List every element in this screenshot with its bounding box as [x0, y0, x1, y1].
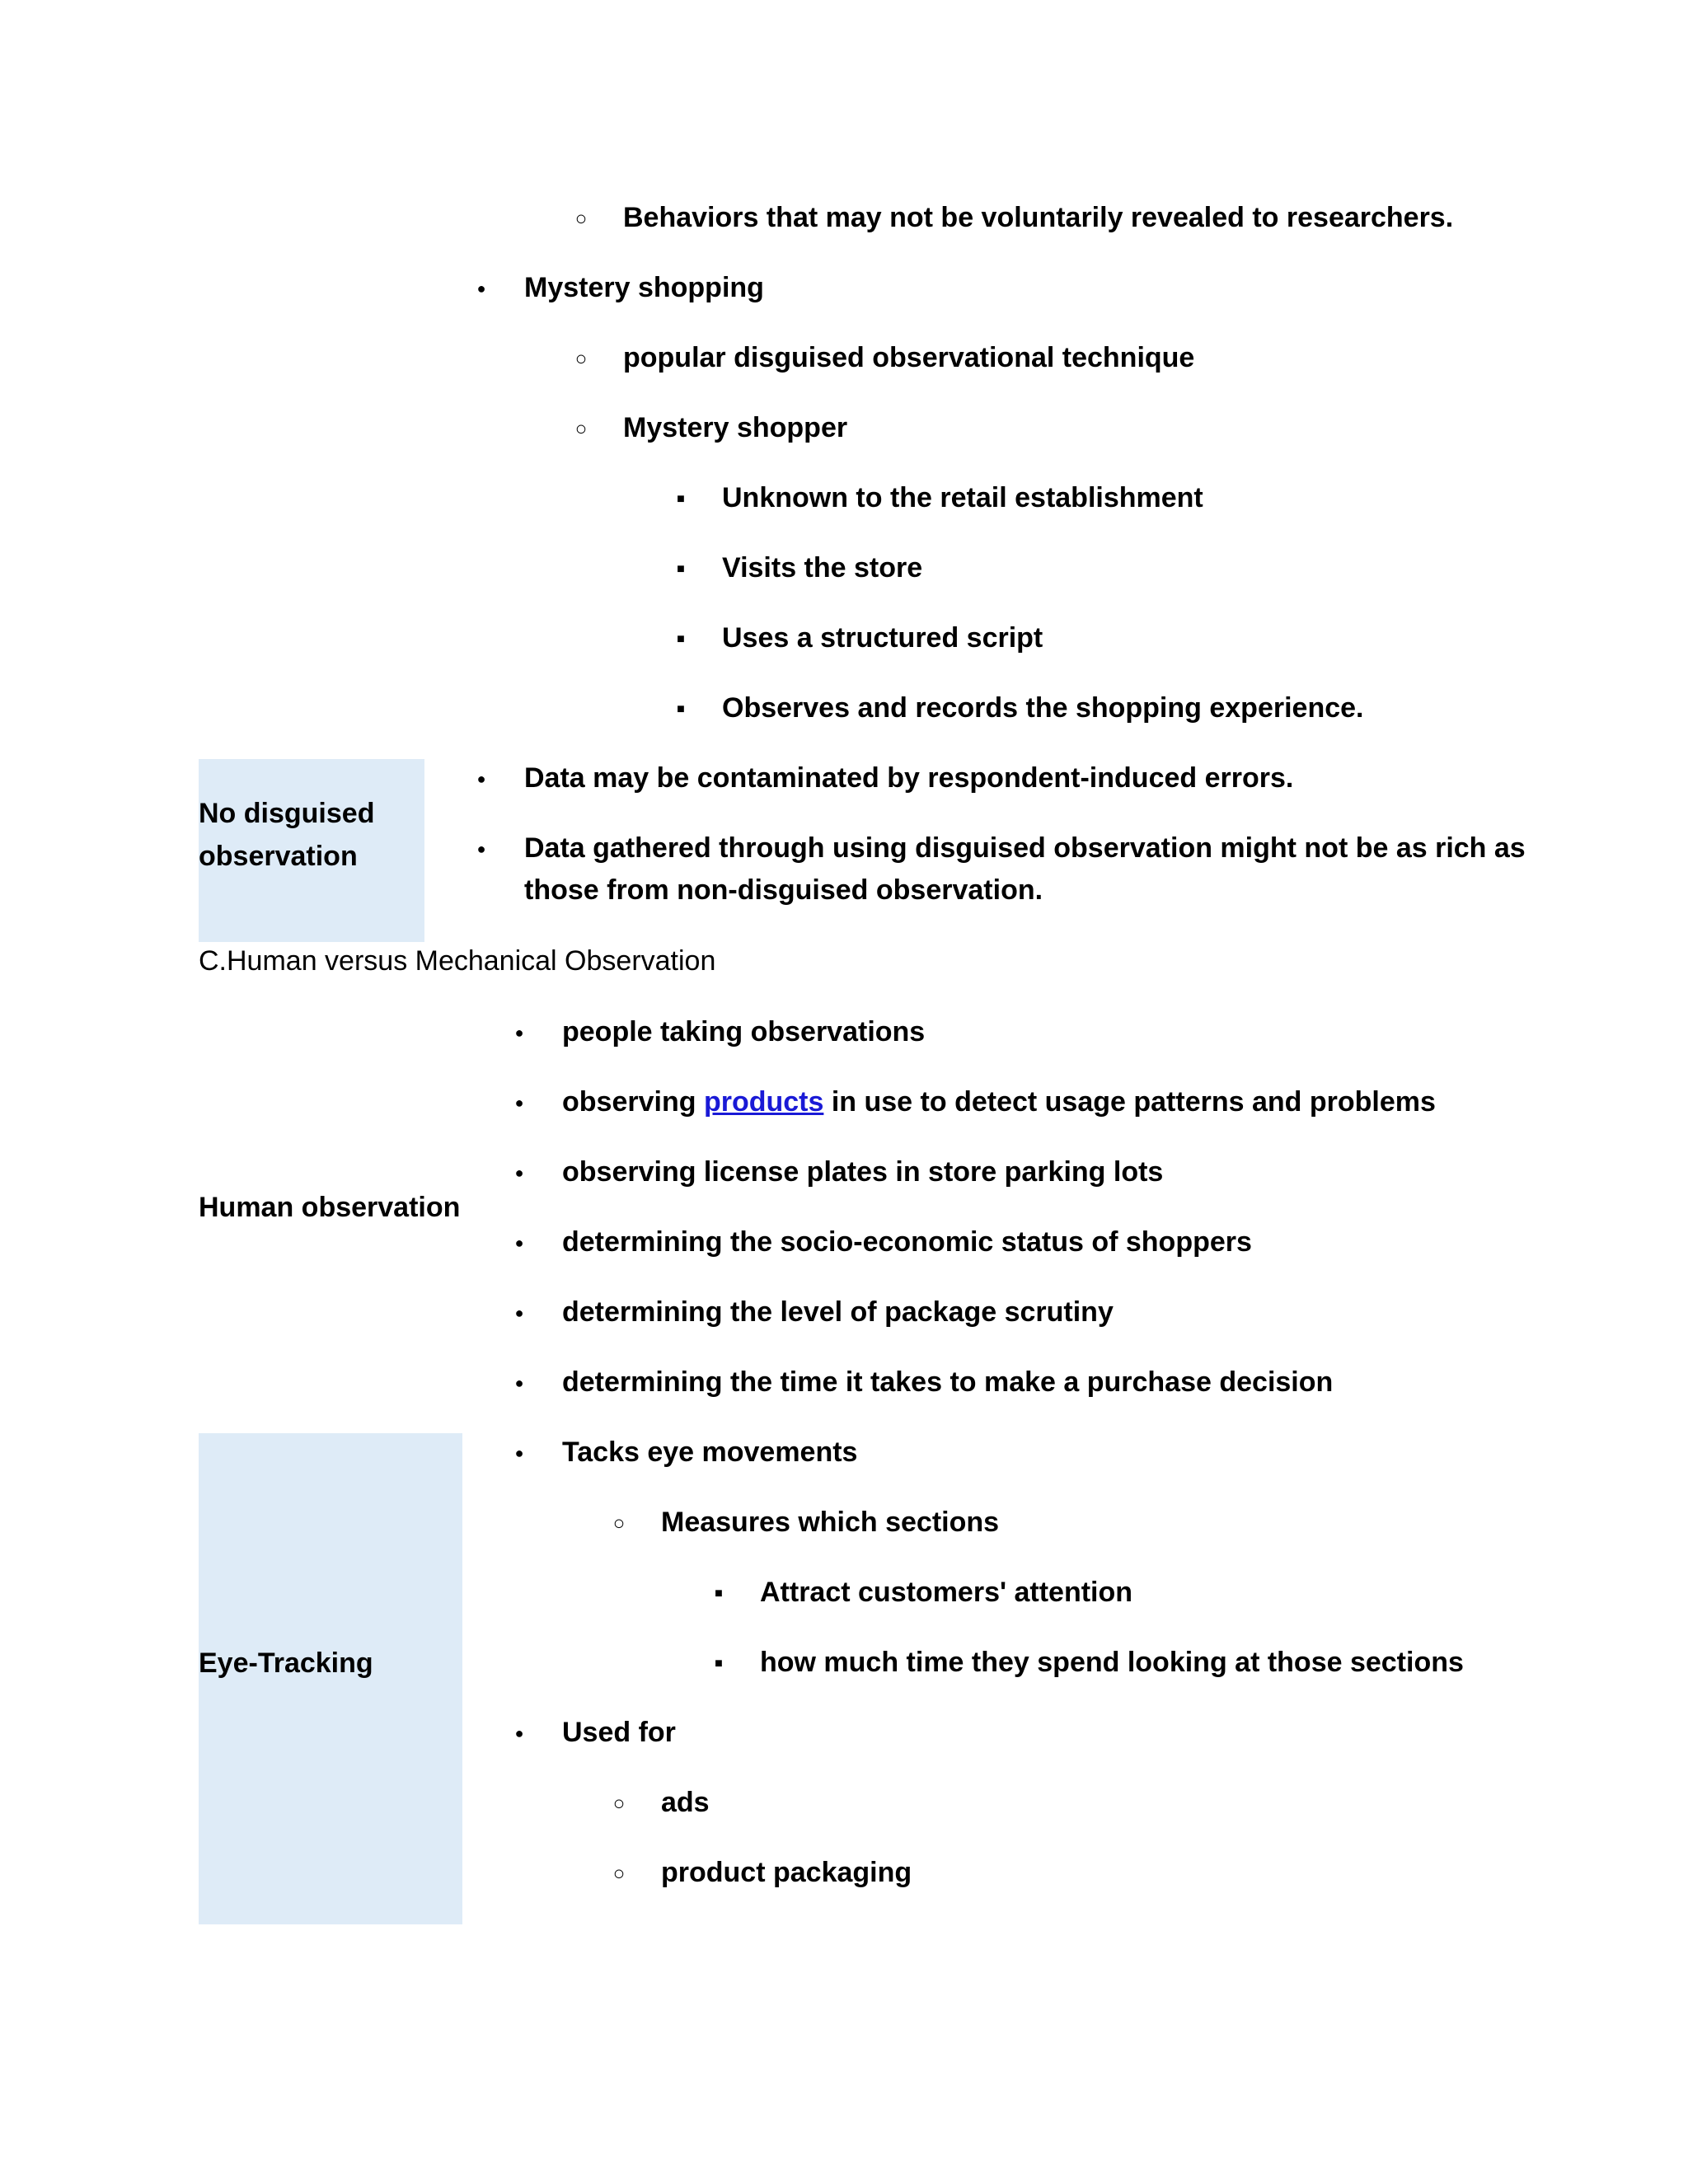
disc-bullet-icon	[465, 266, 498, 313]
circle-bullet-icon	[565, 336, 598, 382]
disc-bullet-icon	[503, 1361, 536, 1408]
disc-bullet-icon	[503, 1291, 536, 1338]
circle-bullet-icon	[603, 1851, 635, 1897]
no-disguised-label: No disguised observation	[199, 798, 375, 872]
circle-bullet-icon	[603, 1501, 635, 1547]
disc-bullet-icon	[503, 1221, 536, 1268]
disc-bullet-icon	[465, 757, 498, 804]
document-page: ○ Behaviors that may not be voluntarily revealed to researchers. ● Mystery shopping ○ popular disguised observational technique ○ Mystery shopper ■ Unknown to the retail establishment ■ Visits the store ■ Uses a structured script ■ Observes and records the shopping experience. No disguised observation ● Data may be contaminated by respondent-induced errors. ● Data gathered through using disguised observation might not be as rich as those from non-disguised observation. C.Human versus Mechanical Observation Human observation ● people taking observations ● observing products in use to detect usage patterns and problems ● observing license plates in store parking lots ● determining the socio-economic status of shoppers ● determining the level of package scrutiny ● determining the time it takes to make a purchase decision Eye-Tracking ● Tacks eye movements ○ Measures which sections ■ Attract customers' attention ■ how much time they spend looking at those sections ● Used for ○ ads ○ product packaging	[0, 0, 1688, 2184]
disc-bullet-icon	[503, 1431, 536, 1478]
square-bullet-icon	[664, 687, 697, 735]
circle-bullet-icon	[565, 196, 598, 242]
section-heading: C.Human versus Mechanical Observation	[199, 945, 716, 977]
circle-bullet-icon	[603, 1781, 635, 1827]
square-bullet-icon	[664, 616, 697, 665]
disc-bullet-icon	[465, 827, 498, 874]
circle-bullet-icon	[565, 406, 598, 452]
square-bullet-icon	[702, 1571, 735, 1619]
square-bullet-icon	[664, 476, 697, 525]
products-link[interactable]: products	[703, 1086, 824, 1118]
eye-tracking-label: Eye-Tracking	[199, 1647, 373, 1679]
square-bullet-icon	[702, 1641, 735, 1690]
disc-bullet-icon	[503, 1151, 536, 1197]
disc-bullet-icon	[503, 1010, 536, 1057]
square-bullet-icon	[664, 546, 697, 595]
disc-bullet-icon	[503, 1711, 536, 1758]
human-observation-label: Human observation	[199, 1192, 461, 1223]
disc-bullet-icon	[503, 1080, 536, 1127]
